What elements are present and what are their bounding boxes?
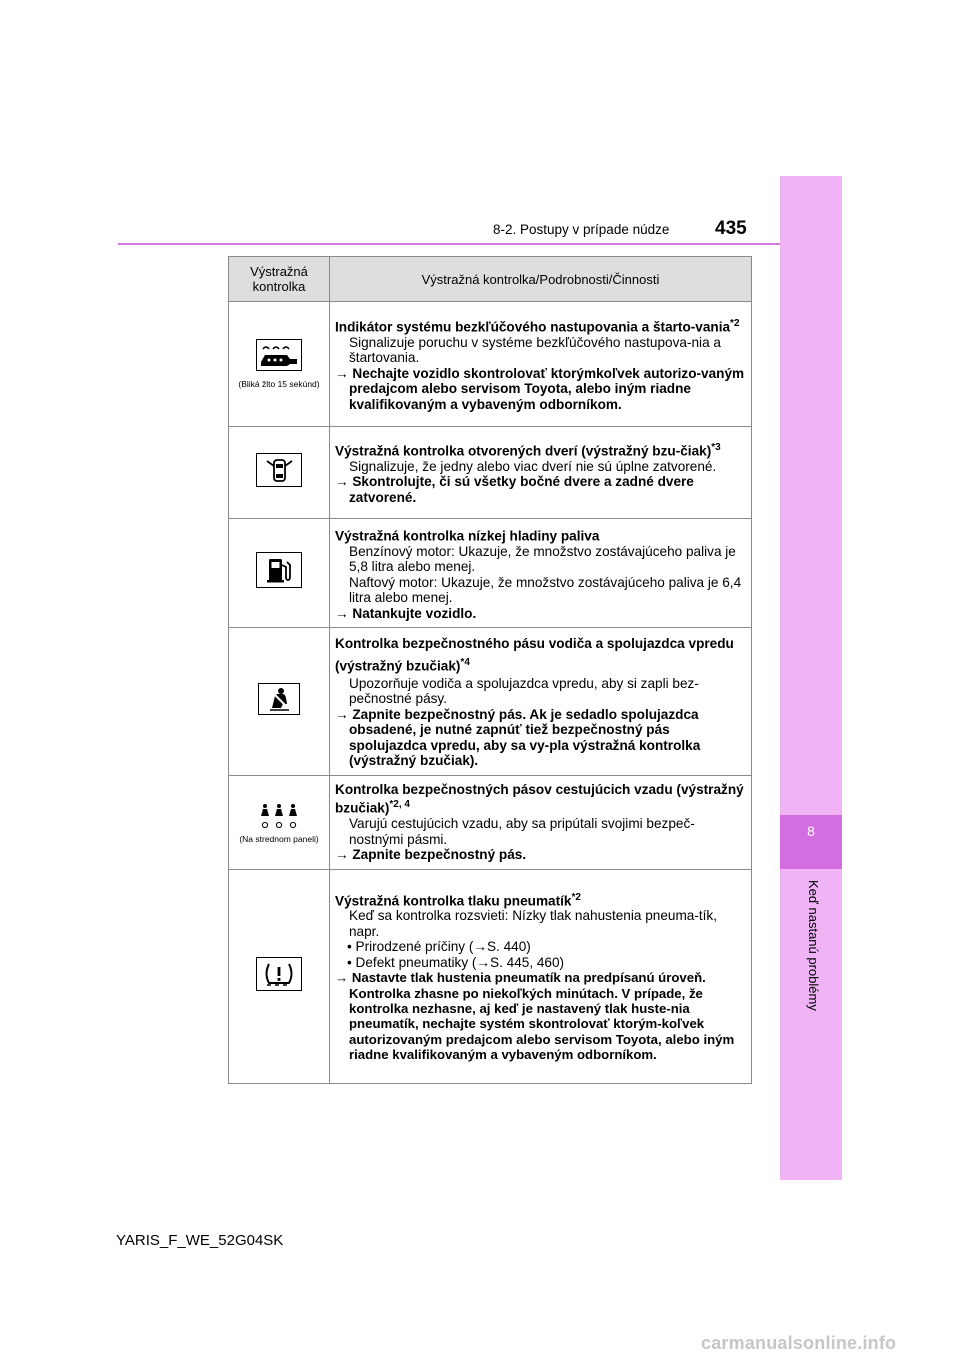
warning-action: → Nechajte vozidlo skontrolovať ktorýmkoľvek autorizo-vaným predajcom alebo servisom Toyota, alebo iným riadne kvalifikovaným a vybaveným odborníkom. [335, 365, 745, 412]
watermark: carmanualsonline.info [701, 1333, 897, 1353]
details-cell [330, 627, 752, 775]
details-cell [330, 869, 752, 1083]
warning-description: Naftový motor: Ukazuje, že množstvo zostávajúceho paliva je 6,4 litra alebo menej. [349, 574, 742, 606]
warning-title: Výstražná kontrolka tlaku pneumatík$^{*2}$ [335, 891, 581, 909]
details-cell [330, 775, 752, 869]
details-cell [330, 519, 752, 628]
indicator-cell [229, 627, 330, 775]
warning-description: Upozorňuje vodiča a spolujazdca vpredu, aby si zapli bez-pečnostné pásy. [349, 676, 699, 707]
warning-title: Indikátor systému bezkľúčového nastupovania a štarto-vania$^{*2}$ [335, 318, 740, 335]
table-row [229, 427, 752, 519]
section-title: 8-2. Postupy v prípade núdze [493, 222, 670, 237]
fuel-icon [256, 552, 302, 588]
warning-description: Benzínový motor: Ukazuje, že množstvo zostávajúceho paliva je 5,8 litra alebo menej. [349, 543, 736, 575]
warning-description: Varujú cestujúcich vzadu, aby sa pripútali svojimi bezpeč-nostnými pásmi. [349, 816, 695, 847]
table-row [229, 627, 752, 775]
table-header-row [229, 257, 752, 302]
indicator-caption: (Bliká žlto 15 sekúnd) [238, 379, 320, 389]
seatbelt-icon [258, 683, 300, 715]
header-rule [118, 243, 780, 245]
warning-action: → Zapnite bezpečnostný pás. [335, 847, 527, 863]
details-cell [330, 427, 752, 519]
column-header-indicator: Výstražná kontrolka [229, 257, 330, 302]
list-item: • Defekt pneumatiky (→S. 445, 460) [347, 954, 565, 970]
table-row [229, 775, 752, 869]
page-number: 435 [715, 218, 747, 239]
indicator-cell [229, 302, 330, 427]
indicator-cell [229, 519, 330, 628]
list-item: • Prirodzené príčiny (→S. 440) [347, 939, 531, 955]
warning-action: → Skontrolujte, či sú všetky bočné dvere a zadné dvere zatvorené. [335, 474, 694, 505]
warning-title: Kontrolka bezpečnostného pásu vodiča a spolujazdca vpredu (výstražný bzučiak)$^{*4}$ [335, 636, 734, 675]
warning-action: → Zapnite bezpečnostný pás. Ak je sedadlo spolujazdca obsadené, je nutné zapnúť tiež bezpečnostný pás spolujazdca vpredu, aby sa vy-pla výstražná kontrolka (výstražný bzučiak). [335, 706, 701, 769]
warning-action: → Nastavte tlak hustenia pneumatík na predpísanú úroveň. Kontrolka zhasne po niekoľkých minútach. V prípade, že kontrolka nezhasne, aj keď je nastavený tlak huste-nia pneumatík, nechajte systém skontrolovať ktorým-koľvek autorizovaným predajcom alebo servisom Toyota, alebo iným riadne kvalifikovaným a vybaveným odborníkom. [335, 970, 735, 1063]
indicator-cell [229, 775, 330, 869]
tire-pressure-icon [256, 957, 302, 991]
details-cell [330, 302, 752, 427]
open-door-icon [256, 453, 302, 487]
warning-lights-table [228, 256, 752, 1084]
indicator-cell [229, 427, 330, 519]
indicator-caption: (Na strednom paneli) [239, 833, 319, 844]
table-row [229, 302, 752, 427]
indicator-cell [229, 869, 330, 1083]
warning-title: Výstražná kontrolka nízkej hladiny paliva [335, 528, 600, 544]
warning-description: Signalizuje, že jedny alebo viac dverí nie sú úplne zatvorené. [349, 458, 717, 474]
chapter-label: Keď nastanú problémy [806, 880, 821, 1011]
warning-description: Keď sa kontrolka rozsvieti: Nízky tlak nahustenia pneuma-tík, napr. [349, 908, 718, 939]
warning-description: Signalizuje poruchu v systéme bezkľúčového nastupova-nia a štartovania. [349, 334, 721, 366]
chapter-number: 8 [807, 823, 815, 839]
smart-key-warning-icon [256, 339, 302, 371]
table-row [229, 869, 752, 1083]
table-row [229, 519, 752, 628]
document-code: YARIS_F_WE_52G04SK [116, 1232, 284, 1249]
rear-seatbelt-icon [229, 801, 329, 831]
warning-action: → Natankujte vozidlo. [335, 605, 477, 621]
warning-title: Výstražná kontrolka otvorených dverí (výstražný bzu-čiak)$^{*3}$ [335, 441, 721, 459]
warning-title: Kontrolka bezpečnostných pásov cestujúcich vzadu (výstražný bzučiak)$^{*2, 4}$ [335, 781, 744, 816]
column-header-details: Výstražná kontrolka/Podrobnosti/Činnosti [330, 257, 752, 302]
